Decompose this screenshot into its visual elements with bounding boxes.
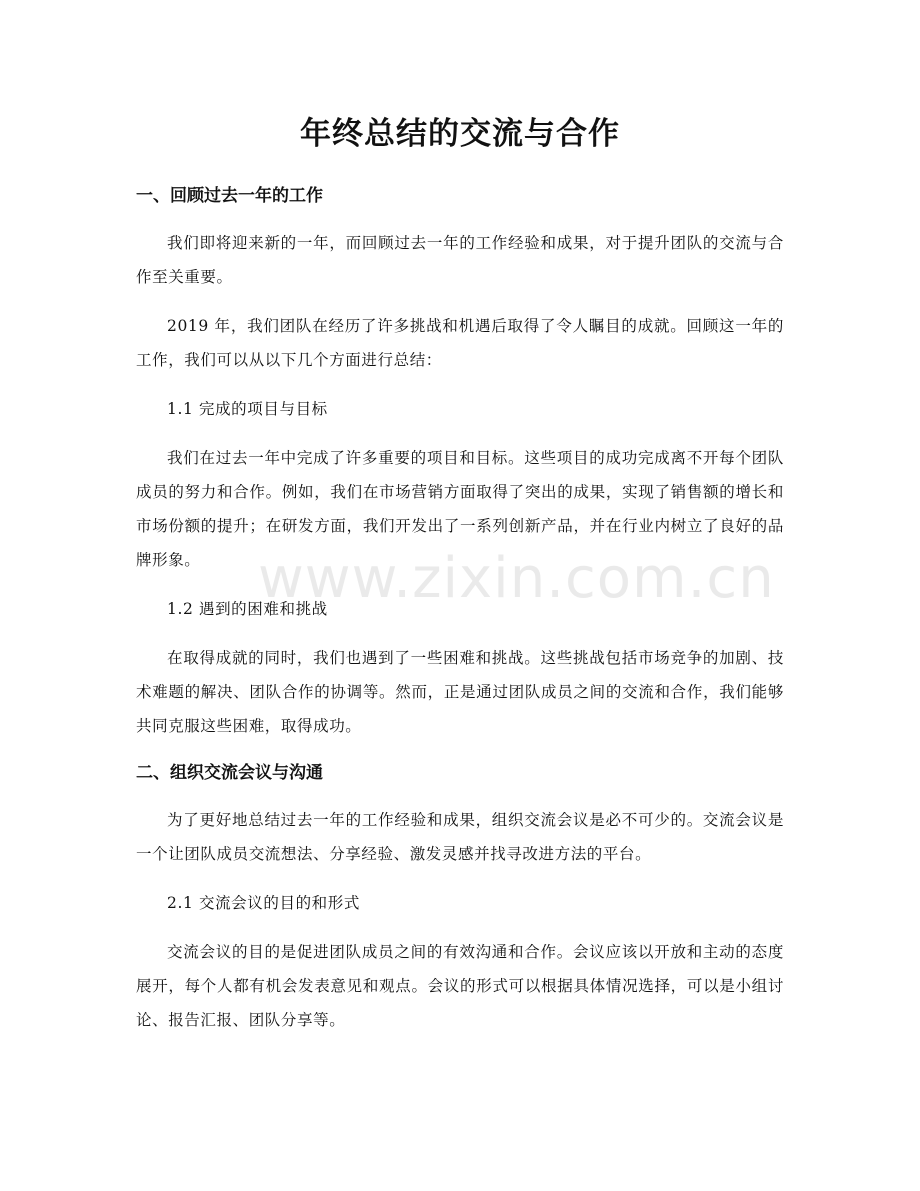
section-heading: 一、回顾过去一年的工作 bbox=[136, 186, 323, 206]
paragraph: 为了更好地总结过去一年的工作经验和成果，组织交流会议是必不可少的。交流会议是一个让团队成员交流想法、分享经验、激发灵感并找寻改进方法的平台。 bbox=[136, 811, 784, 863]
section-1 bbox=[136, 184, 784, 743]
subsection-heading: 2.1 交流会议的目的和形式 bbox=[167, 894, 360, 912]
paragraph: 交流会议的目的是促进团队成员之间的有效沟通和合作。会议应该以开放和主动的态度展开，每个人都有机会发表意见和观点。会议的形式可以根据具体情况选择，可以是小组讨论、报告汇报、团队分享等。 bbox=[136, 943, 784, 1029]
paragraph: 2019 年，我们团队在经历了许多挑战和机遇后取得了令人瞩目的成就。回顾这一年的工作，我们可以从以下几个方面进行总结： bbox=[136, 317, 784, 369]
paragraph: 我们在过去一年中完成了许多重要的项目和目标。这些项目的成功完成离不开每个团队成员的努力和合作。例如，我们在市场营销方面取得了突出的成果，实现了销售额的增长和市场份额的提升；在研发方面，我们开发出了一系列创新产品，并在行业内树立了良好的品牌形象。 bbox=[136, 449, 784, 569]
paragraph: 我们即将迎来新的一年，而回顾过去一年的工作经验和成果，对于提升团队的交流与合作至关重要。 bbox=[136, 234, 784, 286]
subsection-heading: 1.2 遇到的困难和挑战 bbox=[167, 600, 328, 618]
section-2 bbox=[136, 761, 784, 1037]
subsection-heading: 1.1 完成的项目与目标 bbox=[167, 400, 328, 418]
section-heading: 二、组织交流会议与沟通 bbox=[136, 763, 323, 783]
paragraph: 在取得成就的同时，我们也遇到了一些困难和挑战。这些挑战包括市场竞争的加剧、技术难题的解决、团队合作的协调等。然而，正是通过团队成员之间的交流和合作，我们能够共同克服这些困难，取得成功。 bbox=[136, 649, 784, 735]
watermark: www.zixin.com.cn bbox=[258, 546, 775, 611]
document-title: 年终总结的交流与合作 bbox=[300, 116, 620, 152]
